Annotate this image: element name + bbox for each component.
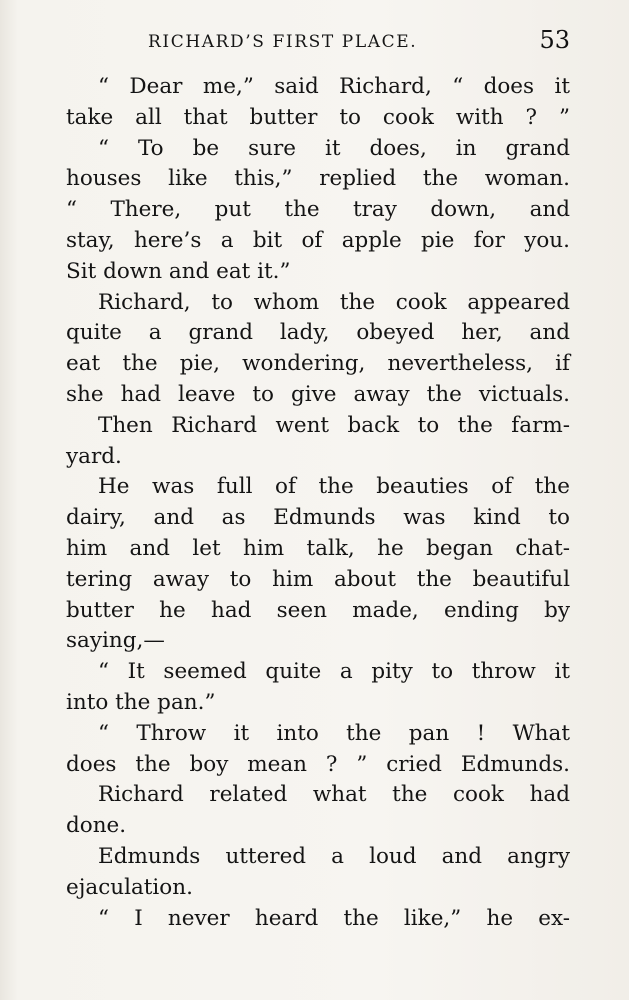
text-line: ejaculation. bbox=[66, 874, 193, 900]
text-line: Richard related what the cook had bbox=[98, 782, 570, 808]
text-line: dairy, and as Edmunds was kind to bbox=[66, 505, 570, 531]
text-line: stay, here’s a bit of apple pie for you. bbox=[66, 227, 570, 253]
text-line: tering away to him about the beautiful bbox=[66, 566, 570, 592]
text-line: houses like this,” replied the woman. bbox=[66, 166, 570, 192]
text-line: “ Dear me,” said Richard, “ does it bbox=[98, 74, 570, 99]
text-line: saying,— bbox=[66, 628, 165, 654]
text-line: He was full of the beauties of the bbox=[98, 474, 570, 500]
text-line: butter he had seen made, ending by bbox=[66, 597, 570, 623]
text-line: “ Throw it into the pan ! What bbox=[98, 720, 570, 746]
text-line: “ It seemed quite a pity to throw it bbox=[98, 659, 570, 685]
text-line: into the pan.” bbox=[66, 689, 216, 715]
text-line: yard. bbox=[66, 443, 122, 469]
page-header bbox=[66, 26, 570, 56]
text-line: done. bbox=[66, 813, 127, 839]
text-line: take all that butter to cook with ? ” bbox=[66, 104, 570, 130]
text-line: Richard, to whom the cook appeared bbox=[98, 289, 570, 315]
text-line: “ To be sure it does, in grand bbox=[98, 135, 570, 161]
text-line: “ There, put the tray down, and bbox=[66, 197, 570, 223]
text-line: Sit down and eat it.” bbox=[66, 258, 291, 284]
text-line: Edmunds uttered a loud and angry bbox=[98, 843, 570, 869]
running-head: RICHARD’S FIRST PLACE. bbox=[148, 32, 418, 52]
page-number: 53 bbox=[539, 26, 570, 54]
text-line: Then Richard went back to the farm- bbox=[98, 412, 570, 438]
text-line: “ I never heard the like,” he ex- bbox=[98, 905, 570, 931]
text-line: him and let him talk, he began chat- bbox=[66, 535, 570, 561]
text-line: does the boy mean ? ” cried Edmunds. bbox=[66, 751, 570, 777]
text-line: she had leave to give away the victuals. bbox=[66, 381, 570, 407]
text-line: quite a grand lady, obeyed her, and bbox=[66, 320, 570, 346]
body-text bbox=[66, 72, 570, 934]
text-line: eat the pie, wondering, nevertheless, if bbox=[66, 351, 570, 377]
